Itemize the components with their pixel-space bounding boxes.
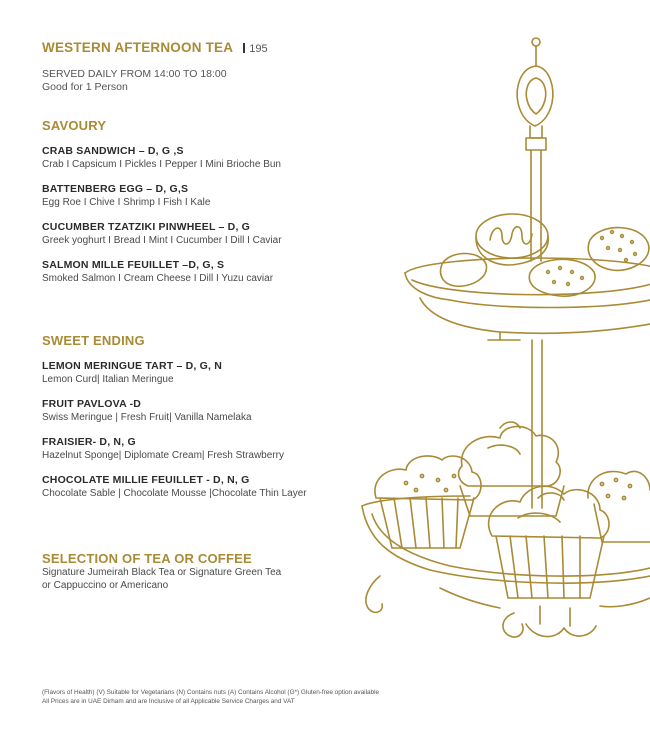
menu-title: WESTERN AFTERNOON TEA <box>42 40 234 55</box>
item-description: Chocolate Sable | Chocolate Mousse |Chocolate Thin Layer <box>42 488 307 499</box>
beverage-line-2: or Cappuccino or Americano <box>42 580 169 591</box>
service-hours: SERVED DAILY FROM 14:00 TO 18:00 <box>42 68 227 80</box>
item-description: Hazelnut Sponge| Diplomate Cream| Fresh Strawberry <box>42 450 284 461</box>
item-name: FRAISIER- D, N, G <box>42 436 136 448</box>
service-serves: Good for 1 Person <box>42 81 128 93</box>
item-description: Crab I Capsicum I Pickles I Pepper I Mini Brioche Bun <box>42 159 281 170</box>
beverage-line-1: Signature Jumeirah Black Tea or Signature Green Tea <box>42 567 282 578</box>
item-name: BATTENBERG EGG – D, G,S <box>42 183 189 195</box>
beverage-description <box>42 566 281 592</box>
beverage-heading: SELECTION OF TEA OR COFFEE <box>42 551 252 566</box>
price-value: 195 <box>249 43 268 55</box>
service-info <box>42 68 227 94</box>
item-description: Egg Roe I Chive I Shrimp I Fish I Kale <box>42 197 211 208</box>
item-description: Lemon Curd| Italian Meringue <box>42 374 174 385</box>
price-disclaimer: All Prices are in UAE Dirham and are Inclusive of all Applicable Service Charges and VAT <box>42 698 295 705</box>
menu-item <box>42 145 342 171</box>
item-name: CHOCOLATE MILLIE FEUILLET - D, N, G <box>42 474 250 486</box>
savoury-heading: SAVOURY <box>42 118 107 133</box>
item-description: Smoked Salmon I Cream Cheese I Dill I Yuzu caviar <box>42 273 274 284</box>
menu-item <box>42 221 342 247</box>
item-name: CUCUMBER TZATZIKI PINWHEEL – D, G <box>42 221 251 233</box>
menu-item <box>42 436 342 462</box>
menu-header <box>42 40 268 55</box>
dietary-legend: (Flavors of Health) (V) Suitable for Vegetarians (N) Contains nuts (A) Contains Alcohol (G*) Gluten-free option available <box>42 689 380 696</box>
price-divider <box>243 43 245 53</box>
item-name: FRUIT PAVLOVA -D <box>42 398 142 410</box>
menu-item <box>42 259 342 285</box>
menu-item <box>42 474 342 500</box>
item-name: LEMON MERINGUE TART – D, G, N <box>42 360 223 372</box>
menu-item <box>42 398 342 424</box>
item-description: Greek yoghurt I Bread I Mint I Cucumber I Dill I Caviar <box>42 235 282 246</box>
menu-footer <box>42 688 379 706</box>
menu-item <box>42 360 342 386</box>
sweet-heading: SWEET ENDING <box>42 333 145 348</box>
menu-price <box>243 43 267 55</box>
menu-item <box>42 183 342 209</box>
afternoon-tea-stand-illustration <box>350 28 650 678</box>
item-name: SALMON MILLE FEUILLET –D, G, S <box>42 259 225 271</box>
item-name: CRAB SANDWICH – D, G ,S <box>42 145 184 157</box>
item-description: Swiss Meringue | Fresh Fruit| Vanilla Namelaka <box>42 412 252 423</box>
